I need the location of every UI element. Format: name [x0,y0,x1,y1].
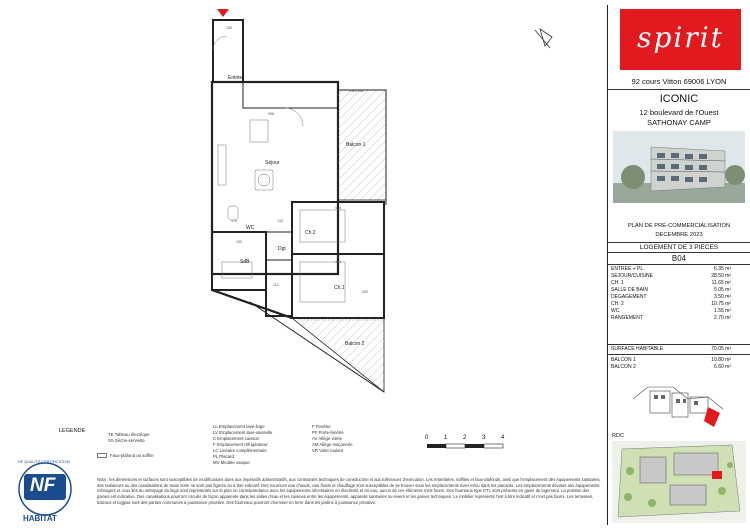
room-row [611,280,731,286]
north-arrow-icon [535,29,552,48]
room-label-dgt: Dgt [278,246,286,252]
room-row-value: 10.75 m² [711,301,731,307]
balcony-row [611,364,731,370]
plan-date: DECEMBRE 2023 [655,232,703,238]
legend-item: VR Volet roulant [312,448,344,453]
pare-vue-label: Pare-vue [349,89,364,93]
legend-item-label: Faux-plafond ou soffite [110,453,154,458]
room-row-value: 11.65 m² [711,280,731,286]
scale-tick: 1 [444,435,448,441]
legend-faux-plafond [97,453,154,458]
room-row-label: SEJOUR/CUISINE [611,273,653,279]
room-label-wc: WC [246,225,255,231]
scale-bar [425,442,525,452]
logo-text: spirit [637,21,724,54]
room-row [611,273,731,279]
unit-id: B04 [671,254,687,263]
room-row [611,266,731,272]
legend-item: F Emplacement réfrigérateur [213,442,268,447]
legend-item: PF Porte-fenêtre [312,430,344,435]
project-name: ICONIC [659,93,699,105]
scale-tick: 4 [501,435,505,441]
company-address: 92 cours Vitton 69006 LYON [631,77,727,86]
room-label-ch1: Ch.1 [334,285,345,291]
room-row-label: CH. 1 [611,280,624,286]
room-row [611,301,731,307]
room-label-sejour: Séjour [265,160,280,166]
room-row [611,315,731,321]
room-row-label: RANGEMENT [611,315,643,321]
room-row-value: 3.50 m² [714,294,731,300]
nf-arc-text: NF QUALITÉ CERTIFICATION [18,460,71,464]
legend-item: TE Tableau électrique [108,432,150,437]
nf-label: HABITAT [23,514,57,523]
dim-label: 300 [362,290,368,294]
legend-item: LC Linéaire complémentaire [213,448,267,453]
room-label-sdb: SdB [240,259,250,265]
legend-item: LV Emplacement lave-vaisselle [213,430,273,435]
room-row-value: 28.50 m² [711,273,731,279]
dim-label: 414 [335,260,341,264]
legend-title: LEGENDE [59,428,86,434]
balcony-label: BALCON 2 [611,364,636,370]
dim-label: 133 [277,219,283,223]
key-plan-map [628,379,728,429]
balcony-value: 6.60 m² [714,364,731,370]
dim-label: 170 [231,219,237,223]
entrance-marker [217,9,229,17]
site-plan-map [612,441,746,523]
scale-tick: 2 [463,435,467,441]
legend-item: PL Placard [213,454,234,459]
legend-item: F Fenêtre [312,424,331,429]
legend-item: LL Emplacement lave-linge [213,424,265,429]
dim-label: 156 [226,26,232,30]
spirit-logo [620,9,741,70]
room-row [611,294,731,300]
nf-mark: NF [30,475,56,496]
building-render-image [613,131,745,203]
room-row-label: SALLE DE BAIN [611,287,648,293]
room-row-label: WC [611,308,620,314]
legend-item: AV Allège vitrée [312,436,343,441]
scale-tick: 3 [482,435,486,441]
room-row-value: 6.35 m² [714,266,731,272]
surface-value: 70.05 m² [711,346,731,352]
room-row-value: 5.05 m² [714,287,731,293]
room-row-label: CH. 2 [611,301,624,307]
surface-row [611,346,731,352]
room-row [611,308,731,314]
room-row-value: 2.70 m² [714,315,731,321]
project-address-1: 12 boulevard de l'Ouest [639,108,719,117]
disclaimer-note: Nota : les dimensions et surfaces sont susceptibles de modifications dues aux impératifs administratifs, aux contraintes techniques de construction et aux tolérances d'exécution. Les retombées, soffites et faux-plafonds, ainsi que l'emplacement des équipements sanitaires, des radiateurs ou des canalisations de toute sorte ne sont pas figurés ou à titre indicatif. Des nourrices eau chaude, eau froide et chauffage sont susceptibles de se trouver sous les emplacements évier et/ou dans les placards. Les emplacements dévolus aux équipements ménagers et ceux liés au nettoyage du linge sont représentés sur le plan en correspondance avec les équipements nécessaires en électricité et en eau, aucun de ces éléments n'est fourni. Des fourreaux type GTL sont présents en gaine de logement. La position des gaines est indicative. Des canalisations pourront circuler de façon apparente dans les salles d'eau et les cuisines entre les équipements, appareils sanitaires ou éviers et les gaines techniques. Le mobilier représenté l'est à titre indicatif et n'est pas fourni. Les terrasses, balcons et loggias sont des parties communes à jouissance privative. Des fourreaux pourront cheminer en terre dans les jardins à jouissance privative. [97,477,601,505]
room-row-value: 1.55 m² [714,308,731,314]
legend-item: MV Meuble vasque [213,460,250,465]
plan-title: PLAN DE PRÉ-COMMERCIALISATION [627,223,731,229]
title-block [607,5,750,525]
room-label-balcon2: Balcon 2 [345,341,365,347]
legend-item: AM Allège maçonnée [312,442,353,447]
room-label-ch2: Ch.2 [305,230,316,236]
room-row-label: DEGAGEMENT [611,294,647,300]
room-row [611,287,731,293]
balcony-value: 10.80 m² [711,357,731,363]
unit-type: LOGEMENT DE 3 PIECES [639,244,719,251]
balcony-row [611,357,731,363]
balcony-label: BALCON 1 [611,357,636,363]
dim-label: 414 [335,206,341,210]
room-label-balcon1: Balcon 1 [346,142,366,148]
scale-tick: 0 [425,435,429,441]
site-plan-label: RDC [612,433,624,439]
dim-label: 596 [268,112,274,116]
nf-habitat-logo [10,460,80,524]
legend-item: C Emplacement cuisson [213,436,260,441]
room-row-label: ENTREE + PL. [611,266,645,272]
dim-label: 250 [236,240,242,244]
surface-label: SURFACE HABITABLE [611,346,664,352]
legend-item: SS Sèche-serviette [108,438,145,443]
room-label-entree: Entrée [228,75,243,81]
faux-plafond-swatch [97,453,107,458]
project-address-2: SATHONAY CAMP [647,118,711,127]
dim-label: 110 [273,283,279,287]
